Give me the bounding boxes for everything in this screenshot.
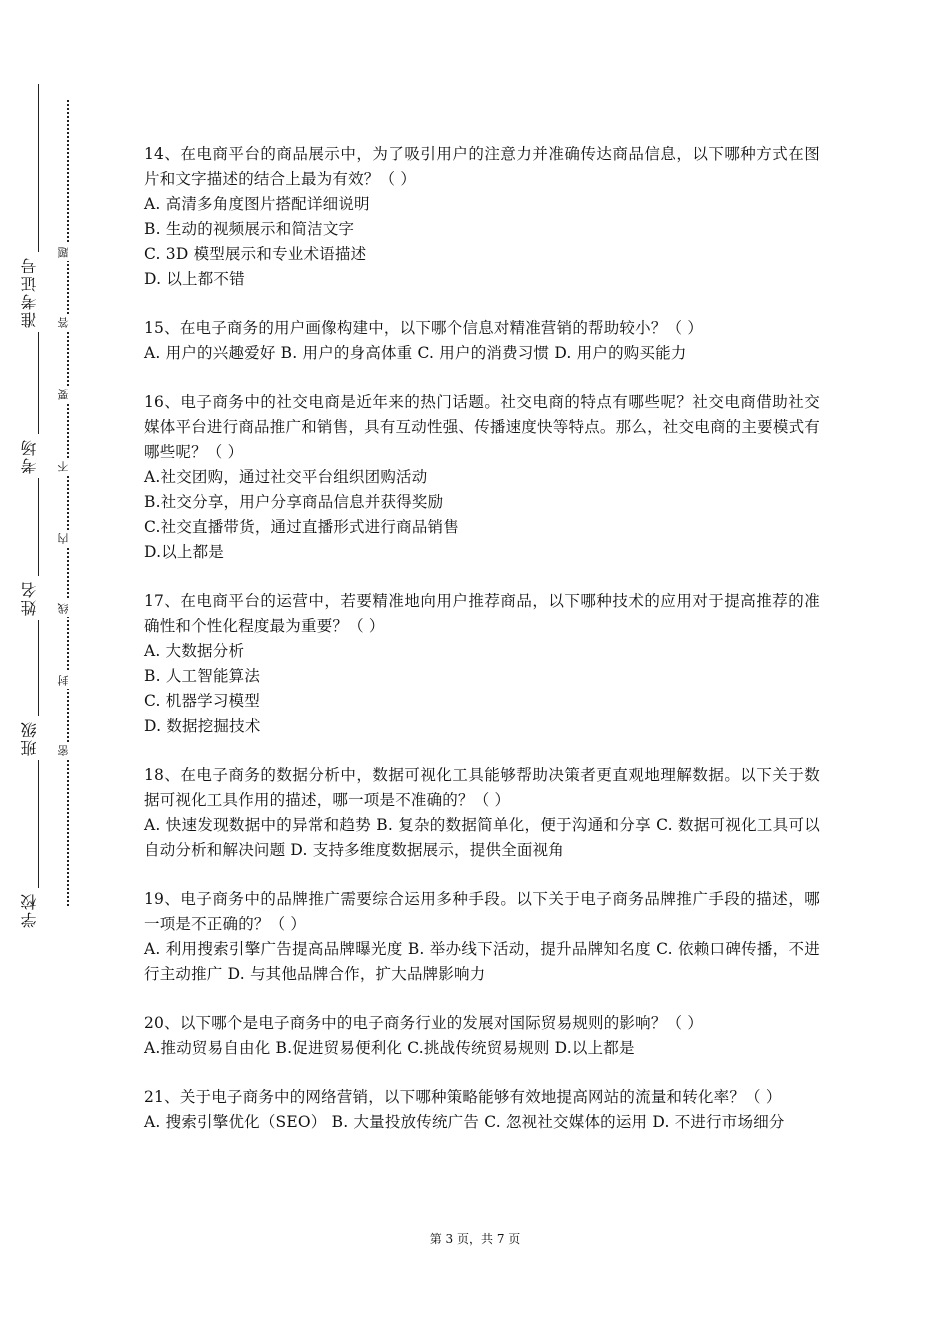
exam-room-label: 考场 — [22, 434, 54, 478]
question-option: D.以上都是 — [144, 543, 225, 561]
question-option: D. 数据挖掘技术 — [144, 717, 261, 735]
question-stem: 16、电子商务中的社交电商是近年来的热门话题。社交电商的特点有哪些呢？社交电商借助社交媒体平台进行商品推广和销售，具有互动性强、传播速度快等特点。那么，社交电商的主要模式有哪些呢？（ ） — [144, 393, 820, 461]
question-list — [144, 142, 820, 1159]
question-option: B. 人工智能算法 — [144, 667, 261, 685]
question-option: A.社交团购，通过社交平台组织团购活动 — [144, 468, 428, 486]
question-option: A.推动贸易自由化 B.促进贸易便利化 C.挑战传统贸易规则 D.以上都是 — [144, 1039, 635, 1057]
seal-char: 封 — [58, 672, 78, 689]
question-option: A. 利用搜索引擎广告提高品牌曝光度 B. 举办线下活动，提升品牌知名度 C. 依赖口碑传播，不进行主动推广 D. 与其他品牌合作，扩大品牌影响力 — [144, 940, 820, 983]
question-option: D. 以上都不错 — [144, 270, 245, 288]
school-label: 学校 — [22, 888, 54, 932]
question-option: B.社交分享，用户分享商品信息并获得奖励 — [144, 493, 444, 511]
question-stem: 20、以下哪个是电子商务中的电子商务行业的发展对国际贸易规则的影响？（ ） — [144, 1014, 704, 1032]
question-stem: 19、电子商务中的品牌推广需要综合运用多种手段。以下关于电子商务品牌推广手段的描述，哪一项是不正确的？（ ） — [144, 890, 820, 933]
question-stem: 18、在电子商务的数据分析中，数据可视化工具能够帮助决策者更直观地理解数据。以下关于数据可视化工具作用的描述，哪一项是不准确的？（ ） — [144, 766, 820, 809]
question-14 — [144, 142, 820, 292]
question-option: A. 高清多角度图片搭配详细说明 — [144, 195, 370, 213]
exam-number-label: 准考证号 — [22, 252, 54, 332]
question-stem: 21、关于电子商务中的网络营销，以下哪种策略能够有效地提高网站的流量和转化率？（ ） — [144, 1088, 782, 1106]
question-stem: 14、在电商平台的商品展示中，为了吸引用户的注意力并准确传达商品信息，以下哪种方式在图片和文字描述的结合上最为有效？（ ） — [144, 145, 820, 188]
question-16 — [144, 390, 820, 565]
binding-dotted-line — [67, 100, 69, 906]
binding-solid-line — [38, 84, 39, 930]
question-option: A. 用户的兴趣爱好 B. 用户的身高体重 C. 用户的消费习惯 D. 用户的购买能力 — [144, 344, 687, 362]
question-stem: 17、在电商平台的运营中，若要精准地向用户推荐商品，以下哪种技术的应用对于提高推荐的准确性和个性化程度最为重要？（ ） — [144, 592, 820, 635]
question-option: A. 大数据分析 — [144, 642, 245, 660]
seal-char: 要 — [58, 386, 78, 403]
seal-char: 内 — [58, 530, 78, 547]
question-option: B. 生动的视频展示和简洁文字 — [144, 220, 355, 238]
question-17 — [144, 589, 820, 739]
question-19 — [144, 887, 820, 987]
question-option: C.社交直播带货，通过直播形式进行商品销售 — [144, 518, 459, 536]
question-18 — [144, 763, 820, 863]
question-15 — [144, 316, 820, 366]
seal-char: 密 — [58, 742, 78, 759]
seal-char: 题 — [58, 244, 78, 261]
seal-char: 线 — [58, 600, 78, 617]
question-option: A. 快速发现数据中的异常和趋势 B. 复杂的数据简单化，便于沟通和分享 C. 数据可视化工具可以自动分析和解决问题 D. 支持多维度数据展示，提供全面视角 — [144, 816, 820, 859]
question-20 — [144, 1011, 820, 1061]
class-label: 班级 — [22, 716, 54, 760]
question-option: C. 3D 模型展示和专业术语描述 — [144, 245, 367, 263]
seal-char: 不 — [58, 458, 78, 475]
seal-char: 答 — [58, 314, 78, 331]
question-option: A. 搜索引擎优化（SEO） B. 大量投放传统广告 C. 忽视社交媒体的运用 D. 不进行市场细分 — [144, 1113, 785, 1131]
binding-margin — [0, 0, 110, 1344]
name-label: 姓名 — [22, 576, 54, 620]
question-stem: 15、在电子商务的用户画像构建中，以下哪个信息对精准营销的帮助较小？（ ） — [144, 319, 704, 337]
question-21 — [144, 1085, 820, 1135]
question-option: C. 机器学习模型 — [144, 692, 260, 710]
page-number: 第 3 页，共 7 页 — [429, 1232, 521, 1246]
